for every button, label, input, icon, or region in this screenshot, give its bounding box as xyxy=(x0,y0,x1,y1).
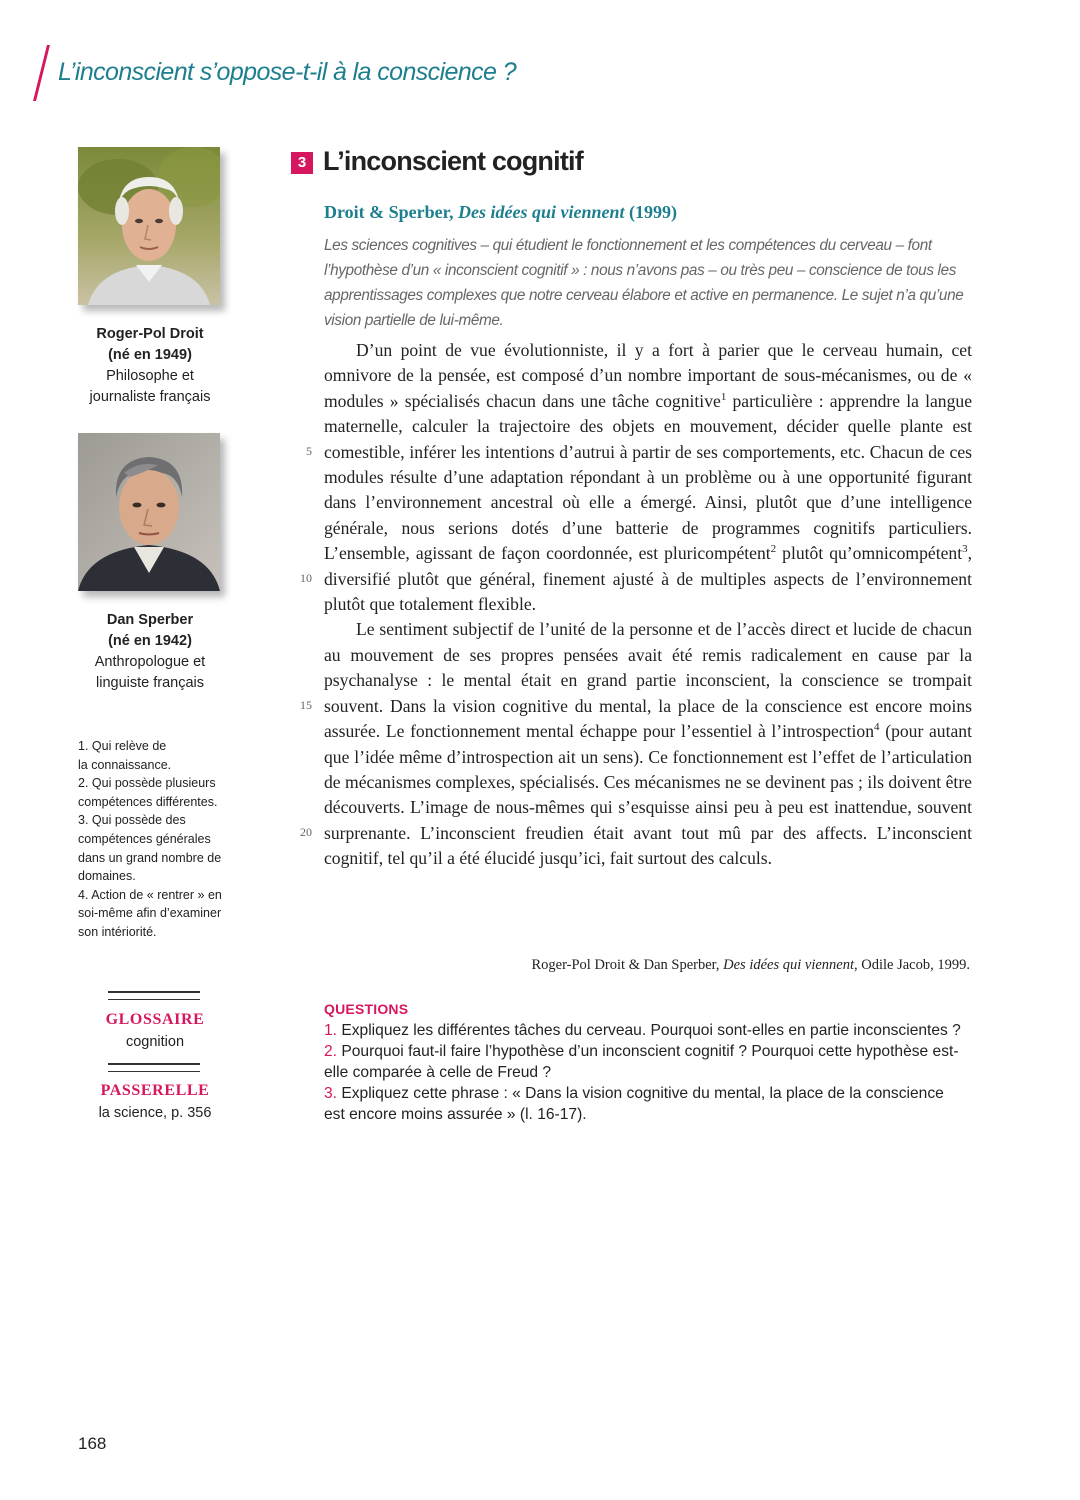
author-dates: (né en 1949) xyxy=(108,347,192,363)
footnotes xyxy=(78,737,248,942)
questions-heading: QUESTIONS xyxy=(324,1001,409,1017)
body-text xyxy=(324,338,972,872)
section-number-badge: 3 xyxy=(291,152,313,174)
line-number: 20 xyxy=(300,825,312,839)
line-number: 10 xyxy=(300,571,312,585)
caption-dan-sperber xyxy=(60,610,240,694)
question-number: 3. xyxy=(324,1085,338,1102)
header-slash-decoration xyxy=(33,45,50,101)
source-authors: Droit & Sperber, xyxy=(324,202,454,222)
body-text-run: particulière : apprendre la langue maternelle, calculer la trajectoire des objets en mouvement, décider quelle plante est comestible, inférer les intentions d’autrui à partir de ses comportements, etc. Chacun de ces modules résulte d’une adaptation répondant à un problème ou à une opportunité figurant dans l’environnement ancestral où elle a émergé. Ainsi, plutôt que d’une intelligence générale, nous serions dotés d’une batterie de programmes cognitifs particuliers. L’ensemble, agissant de façon coordonnée, est pluricompétent xyxy=(324,390,973,564)
footnote-ref-1: 1 xyxy=(720,390,727,403)
question-text: Expliquez cette phrase : « Dans la vision cognitive du mental, la place de la conscience est encore moins assurée » (l. 16-17). xyxy=(324,1085,944,1123)
line-number: 5 xyxy=(306,444,312,458)
portrait-dan-sperber xyxy=(78,433,220,591)
body-text-run: D’un point de vue évolutionniste, il y a fort à parier que le cerveau humain, cet omnivore de la pensée, est composé d’un nombre important de sous-mécanismes, ou de « modules » spécialisés chacun dans une tâche cognitive xyxy=(324,340,972,411)
passerelle-link[interactable]: la science, p. 356 xyxy=(98,1105,212,1121)
author-dates: (né en 1942) xyxy=(108,633,192,649)
author-name: Roger-Pol Droit xyxy=(96,326,204,342)
author-name: Dan Sperber xyxy=(106,612,194,628)
question-number: 1. xyxy=(324,1022,338,1039)
footnote-line: domaines. xyxy=(78,869,136,884)
footnote-line: 3. Qui possède des xyxy=(78,813,186,828)
question-text: Expliquez les différentes tâches du cerveau. Pourquoi sont-elles en partie inconscientes ? xyxy=(337,1022,961,1039)
footnote-line: 2. Qui possède plusieurs xyxy=(78,776,216,791)
footnote-ref-2: 2 xyxy=(770,543,777,556)
source-reference xyxy=(532,957,970,974)
question-text: Pourquoi faut-il faire l’hypothèse d’un inconscient cognitif ? Pourquoi cette hypothèse est-elle comparée à celle de Freud ? xyxy=(324,1043,959,1081)
footnote-line: compétences générales xyxy=(78,831,211,846)
glossaire-rule xyxy=(108,991,200,1000)
question-item xyxy=(324,1083,964,1125)
body-paragraph-2 xyxy=(324,617,972,871)
section-intro: Les sciences cognitives – qui étudient le fonctionnement et les compétences du cerveau – font l’hypothèse d’un « inconscient cognitif » : nous n’avons pas – ou très peu – conscience de tous les apprentissages complexes que notre cerveau élabore et active en permanence. Le sujet n’a qu’une vision partielle de lui-même. xyxy=(324,237,964,329)
passerelle-rule xyxy=(108,1063,200,1072)
author-role-line1: Philosophe et xyxy=(106,368,194,384)
question-item xyxy=(324,1020,964,1041)
footnote-ref-4: 4 xyxy=(874,721,880,734)
author-role-line2: journaliste français xyxy=(89,389,211,405)
author-role-line2: linguiste français xyxy=(96,675,204,691)
questions-list xyxy=(324,1020,964,1125)
reference-title: Des idées qui viennent xyxy=(723,957,855,973)
portrait-dan-sperber-image xyxy=(78,433,220,591)
glossaire-link[interactable]: cognition xyxy=(125,1034,185,1050)
body-text-run: Le sentiment subjectif de l’unité de la personne et de l’accès direct et lucide de chacun au mouvement de ses propres pensées avait été remis radicalement en cause par la psychanalyse : le mental était en grand partie inconscient, la conscience se trompait souvent. Dans la vision cognitive du mental, la place de la conscience est encore moins assurée. Le fonctionnement mental échappe pour l’essentiel à l’introspection xyxy=(324,619,972,742)
footnote-line: la connaissance. xyxy=(78,757,172,772)
question-number: 2. xyxy=(324,1043,338,1060)
portrait-roger-pol-droit-image xyxy=(78,147,220,305)
footnote-line: soi-même afin d’examiner xyxy=(78,906,222,921)
footnote-ref-3: 3 xyxy=(962,543,968,556)
section-title: L’inconscient cognitif xyxy=(323,146,583,176)
reference-rest: , Odile Jacob, 1999. xyxy=(854,957,970,973)
author-role-line1: Anthropologue et xyxy=(94,654,206,670)
source-title: Des idées qui viennent xyxy=(458,202,625,222)
body-text-run: (pour autant que l’idée même d’introspection ait un sens). Ce fonctionnement est l’effet de l’articulation de mécanismes complexes, spécialisés. Ces mécanismes ne se devinent pas ; ils doivent être découverts. L’image de nous-mêmes qui s’esquisse ainsi peu à peu est inattendue, souvent surprenante. L’inconscient freudien était avant tout mû par des affects. L’inconscient cognitif, tel qu’il a été élucidé jusqu’ici, fait surtout des calculs. xyxy=(324,721,972,869)
source-heading xyxy=(324,202,677,223)
footnote-line: 1. Qui relève de xyxy=(78,739,167,753)
footnote-line: compétences différentes. xyxy=(78,794,218,809)
page-number: 168 xyxy=(78,1434,107,1453)
body-paragraph-1 xyxy=(324,338,972,617)
portrait-roger-pol-droit xyxy=(78,147,220,305)
passerelle-heading: PASSERELLE xyxy=(100,1082,210,1099)
reference-authors: Roger-Pol Droit & Dan Sperber, xyxy=(531,957,724,973)
footnote-line: dans un grand nombre de xyxy=(78,850,222,865)
footnote-line: son intériorité. xyxy=(78,924,157,939)
line-number: 15 xyxy=(300,698,312,712)
body-text-run: plutôt qu’omnicompétent xyxy=(776,543,963,564)
body-text-run: , diversifié plutôt que général, finement ajusté à de multiples aspects de l’environnement plutôt que totalement flexible. xyxy=(324,543,972,615)
source-year: (1999) xyxy=(629,202,677,222)
footnote-line: 4. Action de « rentrer » en xyxy=(78,887,222,902)
caption-roger-pol-droit xyxy=(60,324,240,408)
question-item xyxy=(324,1041,964,1083)
glossaire-heading: GLOSSAIRE xyxy=(105,1011,205,1028)
running-head: L’inconscient s’oppose-t-il à la conscience ? xyxy=(58,58,516,86)
